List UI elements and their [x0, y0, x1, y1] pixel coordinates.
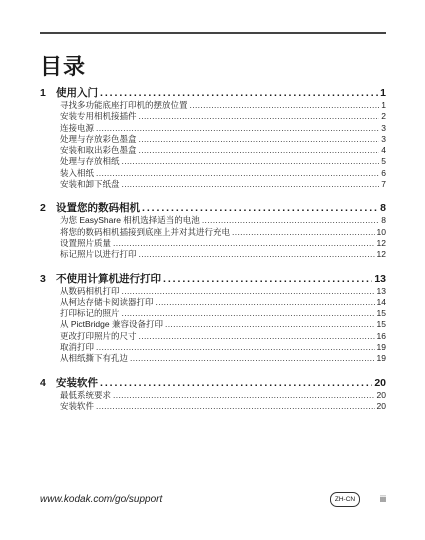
dot-leader — [96, 401, 375, 411]
entry-page-number: 13 — [376, 285, 386, 296]
chapter-page-number: 1 — [380, 87, 386, 99]
toc-entry-list — [40, 389, 386, 412]
entry-title: 从数码相机打印 — [60, 285, 120, 296]
dot-leader — [100, 87, 378, 99]
entry-title: 设置照片质量 — [60, 237, 112, 248]
entry-title: 连接电源 — [60, 122, 95, 133]
toc-chapter — [40, 375, 386, 412]
footer — [40, 494, 386, 510]
entry-title: 处理与存放彩色墨盒 — [60, 133, 137, 144]
chapter-page-number: 8 — [380, 202, 386, 215]
entry-page-number: 2 — [381, 111, 386, 122]
page-number: iii — [380, 494, 386, 504]
entry-page-number: 19 — [376, 353, 386, 364]
chapter-page-number: 13 — [374, 272, 386, 285]
entry-page-number: 20 — [376, 389, 386, 400]
entry-title: 最低系统要求 — [60, 389, 112, 400]
toc-entry-list — [40, 214, 386, 259]
dot-leader — [139, 134, 380, 144]
entry-page-number: 12 — [376, 237, 386, 248]
toc-entry[interactable] — [60, 318, 386, 329]
toc-entry[interactable] — [60, 144, 386, 155]
toc-entry[interactable] — [60, 214, 386, 225]
toc-entry[interactable] — [60, 352, 386, 363]
toc-entry[interactable] — [60, 99, 386, 110]
dot-leader — [190, 100, 380, 110]
entry-title: 处理与存放相纸 — [60, 156, 120, 167]
toc-entry[interactable] — [60, 110, 386, 121]
chapter-title: 设置您的数码相机 — [56, 202, 140, 215]
entry-page-number: 10 — [376, 226, 386, 237]
entry-title: 取消打印 — [60, 342, 95, 353]
entry-title: 更改打印照片的尺寸 — [60, 330, 137, 341]
toc-entry-list — [40, 99, 386, 189]
toc-entry-list — [40, 285, 386, 364]
entry-page-number: 3 — [381, 133, 386, 144]
entry-page-number: 12 — [376, 249, 386, 260]
dot-leader — [113, 238, 375, 248]
entry-page-number: 1 — [381, 100, 386, 110]
entry-page-number: 15 — [376, 308, 386, 319]
chapter-title: 使用入门 — [56, 87, 98, 99]
chapter-title: 安装软件 — [56, 376, 98, 389]
dot-leader — [139, 331, 375, 341]
toc-entry[interactable] — [60, 178, 386, 189]
entry-title: 将您的数码相机插接到底座上并对其进行充电 — [60, 226, 231, 237]
entry-page-number: 3 — [381, 122, 386, 133]
entry-page-number: 16 — [376, 330, 386, 341]
chapter-title: 不使用计算机进行打印 — [56, 272, 161, 285]
dot-leader — [122, 179, 380, 189]
entry-title: 标记照片以进行打印 — [60, 249, 137, 260]
toc-chapter — [40, 200, 386, 259]
entry-title: 为您 EasyShare 相机选择适当的电池 — [60, 215, 200, 226]
toc-entry[interactable] — [60, 167, 386, 178]
dot-leader — [96, 342, 375, 352]
chapter-number: 2 — [40, 202, 46, 215]
table-of-contents — [40, 85, 386, 422]
toc-chapter — [40, 85, 386, 189]
toc-entry[interactable] — [60, 307, 386, 318]
toc-entry[interactable] — [60, 341, 386, 352]
dot-leader — [163, 273, 372, 285]
entry-title: 装入相纸 — [60, 167, 95, 178]
toc-entry[interactable] — [60, 389, 386, 400]
dot-leader — [232, 227, 375, 237]
toc-chapter-heading[interactable] — [40, 85, 386, 99]
dot-leader — [113, 390, 375, 400]
entry-page-number: 6 — [381, 167, 386, 178]
dot-leader — [139, 111, 380, 121]
toc-entry[interactable] — [60, 226, 386, 237]
entry-page-number: 15 — [376, 319, 386, 330]
toc-entry[interactable] — [60, 400, 386, 411]
entry-title: 安装和卸下纸盘 — [60, 179, 120, 190]
entry-page-number: 20 — [376, 400, 386, 411]
entry-title: 安装和取出彩色墨盒 — [60, 145, 137, 156]
dot-leader — [130, 353, 375, 363]
entry-page-number: 14 — [376, 296, 386, 307]
chapter-page-number: 20 — [374, 376, 386, 389]
entry-page-number: 7 — [381, 179, 386, 190]
dot-leader — [96, 168, 379, 178]
dot-leader — [139, 249, 375, 259]
chapter-number: 4 — [40, 376, 46, 389]
toc-entry[interactable] — [60, 248, 386, 259]
dot-leader — [165, 319, 375, 329]
dot-leader — [139, 145, 380, 155]
toc-chapter-heading[interactable] — [40, 375, 386, 389]
entry-title: 从相纸撕下有孔边 — [60, 353, 129, 364]
dot-leader — [156, 297, 375, 307]
entry-title: 从柯达存储卡阅读器打印 — [60, 296, 154, 307]
page-title: 目录 — [40, 54, 87, 79]
top-rule — [40, 32, 386, 34]
entry-title: 安装软件 — [60, 400, 95, 411]
toc-entry[interactable] — [60, 285, 386, 296]
entry-page-number: 5 — [381, 156, 386, 167]
entry-title: 寻找多功能底座打印机的摆放位置 — [60, 100, 188, 110]
dot-leader — [122, 308, 375, 318]
dot-leader — [142, 202, 378, 214]
toc-entry[interactable] — [60, 122, 386, 133]
entry-title: 从 PictBridge 兼容设备打印 — [60, 319, 163, 330]
dot-leader — [100, 377, 372, 389]
entry-page-number: 8 — [381, 215, 386, 226]
dot-leader — [202, 215, 379, 225]
toc-entry[interactable] — [60, 133, 386, 144]
toc-entry[interactable] — [60, 296, 386, 307]
dot-leader — [122, 156, 380, 166]
toc-chapter — [40, 271, 386, 364]
toc-entry[interactable] — [60, 330, 386, 341]
entry-title: 打印标记的照片 — [60, 308, 120, 319]
entry-page-number: 19 — [376, 342, 386, 353]
toc-entry[interactable] — [60, 237, 386, 248]
support-url-link[interactable]: www.kodak.com/go/support — [40, 494, 163, 505]
chapter-number: 3 — [40, 272, 46, 285]
toc-entry[interactable] — [60, 155, 386, 166]
language-badge: ZH-CN — [330, 492, 360, 507]
dot-leader — [96, 123, 379, 133]
chapter-number: 1 — [40, 87, 46, 99]
entry-title: 安装专用相机接插件 — [60, 111, 137, 122]
dot-leader — [122, 286, 375, 296]
toc-chapter-heading[interactable] — [40, 271, 386, 285]
entry-page-number: 4 — [381, 145, 386, 156]
toc-chapter-heading[interactable] — [40, 200, 386, 214]
